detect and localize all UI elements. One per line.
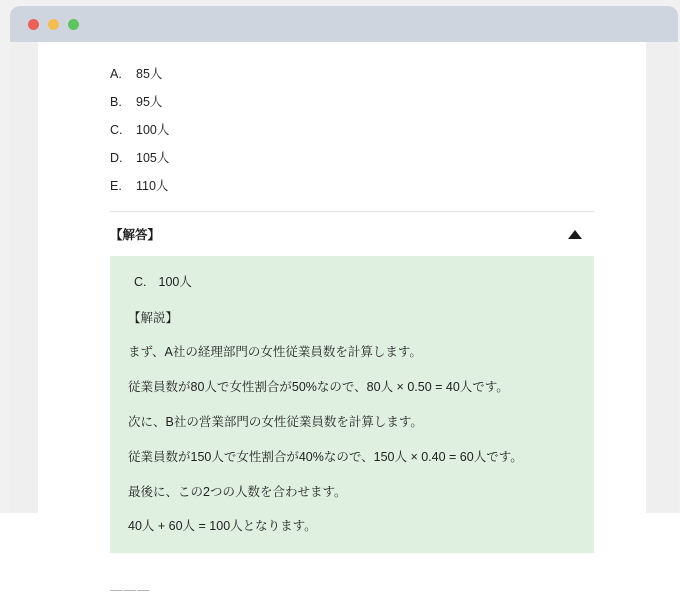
window-titlebar: [10, 6, 678, 42]
answer-choices-list: [110, 42, 594, 200]
choice-text: 95人: [136, 95, 163, 109]
close-icon[interactable]: [28, 19, 39, 30]
choice-text: 85人: [136, 67, 163, 81]
correct-answer-letter: C.: [134, 275, 147, 289]
correct-answer-text: 100人: [158, 275, 192, 289]
choice-option-d[interactable]: [110, 144, 594, 172]
footer-stub: ＿＿＿: [110, 578, 151, 593]
answer-panel: [110, 256, 594, 553]
zoom-icon[interactable]: [68, 19, 79, 30]
answer-accordion-toggle[interactable]: [110, 212, 594, 256]
choice-text: 105人: [136, 151, 170, 165]
choice-option-c[interactable]: [110, 116, 594, 144]
correct-answer-row: [128, 272, 576, 290]
choice-text: 100人: [136, 123, 170, 137]
explanation-line: 次に、B社の営業部門の女性従業員数を計算します。: [128, 414, 423, 429]
choice-option-e[interactable]: [110, 172, 594, 200]
chevron-up-icon[interactable]: [568, 230, 582, 239]
window-controls: [28, 19, 79, 30]
choice-text: 110人: [136, 179, 169, 193]
content-column: [110, 42, 594, 593]
explanation-line: 従業員数が150人で女性割合が40%なので、150人 × 0.40 = 60人です。: [128, 449, 523, 464]
choice-letter: A.: [110, 67, 122, 81]
answer-accordion-label: 【解答】: [110, 228, 161, 242]
explanation-line: まず、A社の経理部門の女性従業員数を計算します。: [128, 345, 422, 359]
browser-viewport: [10, 42, 678, 593]
choice-letter: D.: [110, 151, 123, 165]
explanation-line: 40人 + 60人 = 100人となります。: [128, 519, 317, 534]
minimize-icon[interactable]: [48, 19, 59, 30]
explanation-line: 最後に、この2つの人数を合わせます。: [128, 484, 347, 499]
explanation-label: 【解説】: [128, 311, 179, 325]
answer-accordion: [110, 211, 594, 593]
choice-letter: E.: [110, 179, 122, 193]
choice-letter: B.: [110, 95, 122, 109]
choice-option-b[interactable]: [110, 88, 594, 116]
choice-option-a[interactable]: [110, 60, 594, 88]
choice-letter: C.: [110, 123, 123, 137]
explanation-line: 従業員数が80人で女性割合が50%なので、80人 × 0.50 = 40人です。: [128, 379, 509, 394]
page-canvas: [38, 42, 646, 593]
